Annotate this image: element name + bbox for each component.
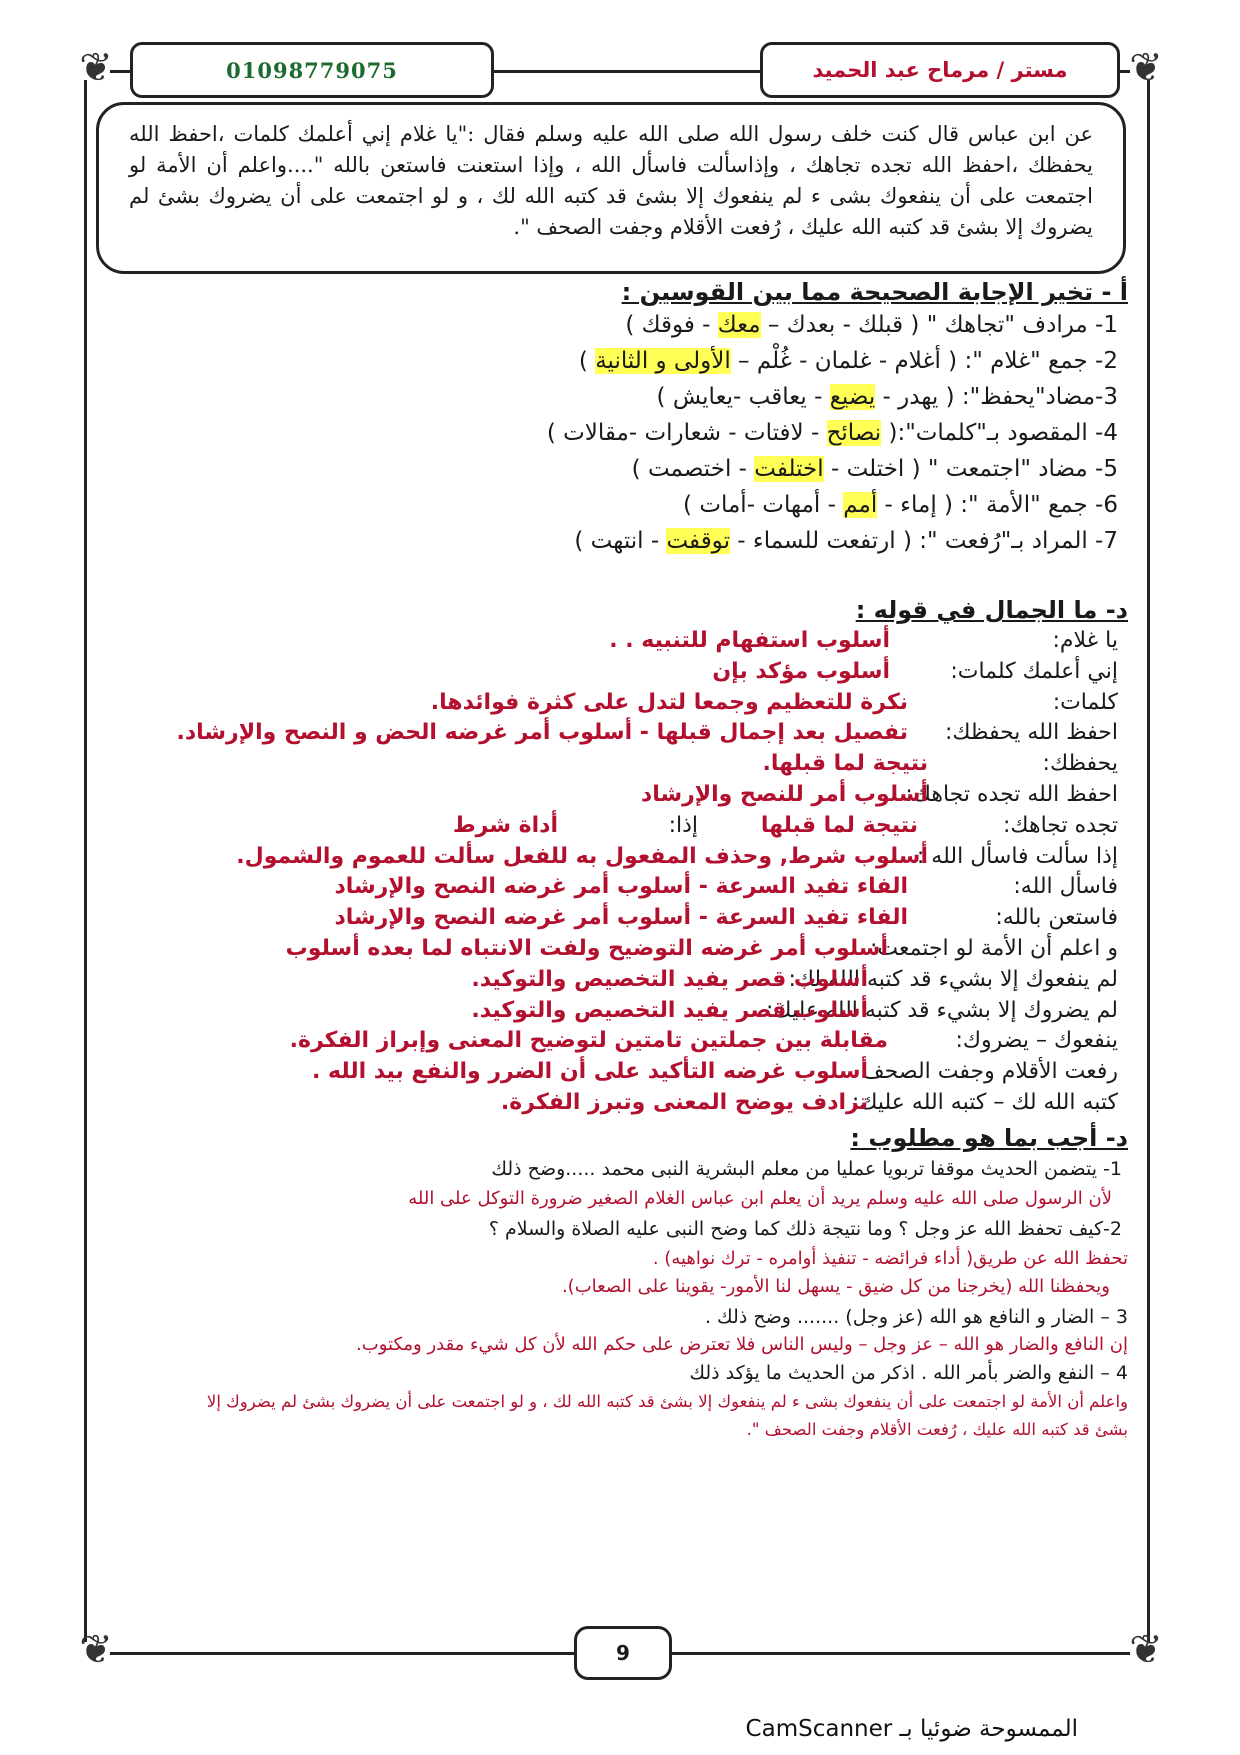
- mcq-correct-answer: توقفت: [666, 528, 730, 554]
- rhetoric-explanation: أسلوب شرط, وحذف المفعول به للفعل سألت للعموم والشمول.: [236, 843, 928, 869]
- ornament-icon: ❦: [79, 1627, 113, 1673]
- rhetoric-row: [118, 782, 1118, 816]
- rhetoric-row: [118, 813, 1118, 847]
- rhetoric-phrase: فاسأل الله:: [1013, 874, 1118, 900]
- answer-3: إن النافع والضار هو الله – عز وجل – وليس الناس فلا تعترض على حكم الله لأن كل شيء مقدر ومكتوب.: [356, 1334, 1128, 1355]
- rhetoric-phrase: يحفظك:: [1042, 751, 1118, 777]
- rhetoric-phrase: إذا سألت فاسأل الله :: [916, 843, 1118, 869]
- rhetoric-explanation: الفاء تفيد السرعة - أسلوب أمر غرضه النصح والإرشاد: [334, 905, 908, 931]
- rhetoric-row: [118, 905, 1118, 939]
- section-d2-title: د- أجب بما هو مطلوب :: [850, 1124, 1128, 1152]
- rhetoric-row: [118, 720, 1118, 754]
- rhetoric-phrase: إني أعلمك كلمات:: [950, 658, 1118, 684]
- mcq-text: - يعاقب -يعايش ): [656, 384, 830, 410]
- question-3: 3 – الضار و النافع هو الله (عز وجل) ....... وضح ذلك .: [704, 1306, 1128, 1328]
- rhetoric-row: [118, 874, 1118, 908]
- rhetoric-row: [118, 659, 1118, 693]
- rhetoric-row: [118, 1059, 1118, 1093]
- rhetoric-phrase: فاستعن بالله:: [995, 905, 1118, 931]
- mcq-text: - لافتات - شعارات -مقالات ): [546, 420, 827, 446]
- mcq-correct-answer: معك: [717, 312, 761, 338]
- rhetoric-row: [118, 936, 1118, 970]
- answer-1: لأن الرسول صلى الله عليه وسلم يريد أن يعلم ابن عباس الغلام الصغير ضرورة التوكل على الله: [408, 1188, 1112, 1209]
- mcq-item: [632, 456, 1118, 482]
- rhetoric-explanation: أسلوب غرضه التأكيد على أن الضرر والنفع بيد الله .: [312, 1059, 868, 1085]
- rhetoric-phrase: و اعلم أن الأمة لو اجتمعت:: [869, 936, 1118, 961]
- answer-4a: واعلم أن الأمة لو اجتمعت على أن ينفعوك بشى ء لم ينفعوك إلا بشئ قد كتبه الله لك ، و لو اجتمعت على أن يضروك بشئ لم يضروك إلا: [206, 1392, 1128, 1411]
- rhetoric-phrase: ينفعوك – يضروك:: [955, 1028, 1118, 1054]
- mcq-text: - انتهت ): [574, 528, 667, 554]
- rhetoric-phrase: رفعت الأقلام وجفت الصحف: [861, 1059, 1118, 1085]
- mcq-item: [657, 384, 1118, 410]
- mcq-correct-answer: الأولى و الثانية: [595, 348, 731, 374]
- rhetoric-explanation: أسلوب مؤكد بإن: [712, 658, 890, 684]
- mcq-item: [625, 312, 1118, 338]
- answer-4b: بشئ قد كتبه الله عليك ، رُفعت الأقلام وجفت الصحف ".: [746, 1420, 1128, 1439]
- mcq-item: [683, 492, 1118, 518]
- rhetoric-phrase: لم ينفعوك إلا بشيء قد كتبه الله لك:: [788, 966, 1118, 992]
- rhetoric-explanation: أسلوب قصر يفيد التخصيص والتوكيد.: [471, 966, 868, 992]
- answer-2a: تحفظ الله عن طريق( أداء فرائضه - تنفيذ أوامره - ترك نواهيه) .: [652, 1248, 1128, 1269]
- rhetoric-row: [118, 751, 1118, 785]
- rhetoric-phrase: كلمات:: [1052, 689, 1118, 715]
- answer-2b: ويحفظنا الله (يخرجنا من كل ضيق - يسهل لنا الأمور- يقوينا على الصعاب).: [561, 1276, 1110, 1297]
- rhetoric-explanation: نتيجة لما قبلها: [760, 812, 918, 838]
- ornament-icon: ❦: [1129, 1627, 1163, 1673]
- rhetoric-row: [118, 1090, 1118, 1124]
- question-4: 4 – النفع والضر بأمر الله . اذكر من الحديث ما يؤكد ذلك: [689, 1362, 1128, 1384]
- rhetoric-phrase: احفظ الله يحفظك:: [944, 720, 1118, 746]
- rhetoric-phrase: احفظ الله تجده تجاهك:: [905, 782, 1118, 807]
- camscanner-watermark: الممسوحة ضوئيا بـ CamScanner: [745, 1716, 1078, 1742]
- header-teacher: مستر / مرماح عبد الحميد: [760, 42, 1120, 98]
- mcq-text: - أمهات -أمات ): [683, 492, 844, 518]
- ornament-icon: ❦: [1129, 45, 1163, 91]
- mcq-correct-answer: نصائح: [826, 420, 882, 446]
- mcq-correct-answer: اختلفت: [754, 456, 824, 482]
- rhetoric-phrase: يا غلام:: [1052, 628, 1118, 653]
- rhetoric-explanation: أسلوب استفهام للتنبيه . .: [609, 628, 890, 653]
- mcq-text: ): [578, 348, 596, 374]
- mcq-text: - اختصمت ): [631, 456, 755, 482]
- header-phone: 01098779075: [130, 42, 494, 98]
- mcq-item: [579, 348, 1118, 374]
- mcq-text: 4- المقصود بـ"كلمات":(: [881, 420, 1118, 446]
- rhetoric-row: [118, 628, 1118, 662]
- mcq-item: [547, 420, 1118, 446]
- page-number: 9: [574, 1626, 672, 1680]
- rhetoric-row: [118, 690, 1118, 724]
- rhetoric-explanation: نكرة للتعظيم وجمعا لتدل على كثرة فوائدها.: [430, 689, 908, 715]
- hadith-text: عن ابن عباس قال كنت خلف رسول الله صلى الله عليه وسلم فقال :"يا غلام إني أعلمك كلمات ،احفظ الله يحفظك ،احفظ الله تجده تجاهك ، وإذاسألت فاسأل الله ، وإذا استعنت فاستعن بالله "....واعلم أن الأمة لو اجتمعت على أن ينفعوك بشى ء لم ينفعوك إلا بشئ قد كتبه الله لك ، و لو اجتمعت على أن يضروك بشئ لم يضروك إلا بشئ قد كتبه الله عليك ، رُفعت الأقلام وجفت الصحف ".: [96, 102, 1126, 274]
- rhetoric-row: [118, 1028, 1118, 1062]
- section-d1-title: د- ما الجمال في قوله :: [855, 596, 1128, 624]
- mcq-item: [574, 528, 1118, 554]
- rhetoric-explanation: تفصيل بعد إجمال قبلها - أسلوب أمر غرضه الحض و النصح والإرشاد.: [176, 720, 908, 746]
- rhetoric-phrase: إذا:: [668, 812, 698, 838]
- rhetoric-phrase: تجده تجاهك:: [1003, 812, 1118, 838]
- rhetoric-phrase: لم يضروك إلا بشيء قد كتبه الله عليك:: [766, 997, 1118, 1023]
- mcq-text: - فوقك ): [625, 312, 718, 338]
- question-2: 2-كيف تحفظ الله عز وجل ؟ وما نتيجة ذلك كما وضح النبى عليه الصلاة والسلام ؟: [488, 1218, 1122, 1240]
- rhetoric-explanation: أسلوب أمر غرضه التوضيح ولفت الانتباه لما بعده أسلوب: [285, 936, 888, 961]
- rhetoric-phrase: كتبه الله لك – كتبه الله عليك:: [851, 1090, 1118, 1115]
- mcq-text: 6- جمع "الأمة ": ( إماء -: [877, 492, 1118, 518]
- rhetoric-explanation: ترادف يوضح المعنى وتبرز الفكرة.: [500, 1090, 868, 1115]
- rhetoric-row: [118, 998, 1118, 1032]
- rhetoric-row: [118, 967, 1118, 1001]
- rhetoric-explanation: أسلوب أمر للنصح والإرشاد: [640, 782, 928, 807]
- rhetoric-explanation: نتيجة لما قبلها.: [762, 751, 928, 777]
- mcq-correct-answer: يضيع: [829, 384, 876, 410]
- ornament-icon: ❦: [79, 45, 113, 91]
- question-1: 1- يتضمن الحديث موقفا تربويا عمليا من معلم البشرية النبى محمد .....وضح ذلك: [491, 1158, 1122, 1180]
- mcq-text: 1- مرادف "تجاهك " ( قبلك - بعدك –: [760, 312, 1118, 338]
- mcq-text: 5- مضاد "اجتمعت " ( اختلت -: [823, 456, 1118, 482]
- section-a-title: أ - تخير الإجابة الصحيحة مما بين القوسين :: [621, 278, 1128, 306]
- mcq-correct-answer: أمم: [843, 492, 878, 518]
- rhetoric-explanation: مقابلة بين جملتين تامتين لتوضيح المعنى وإبراز الفكرة.: [289, 1028, 888, 1054]
- mcq-text: 2- جمع "غلام ": ( أغلام - غلمان - غُلْم –: [730, 348, 1118, 374]
- rhetoric-explanation: أسلوب قصر يفيد التخصيص والتوكيد.: [471, 997, 868, 1023]
- rhetoric-explanation: أداة شرط: [452, 812, 558, 838]
- rhetoric-row: [118, 844, 1118, 878]
- mcq-text: 7- المراد بـ"رُفعت ": ( ارتفعت للسماء -: [729, 528, 1118, 554]
- rhetoric-explanation: الفاء تفيد السرعة - أسلوب أمر غرضه النصح والإرشاد: [334, 874, 908, 900]
- mcq-text: 3-مضاد"يحفظ": ( يهدر -: [875, 384, 1118, 410]
